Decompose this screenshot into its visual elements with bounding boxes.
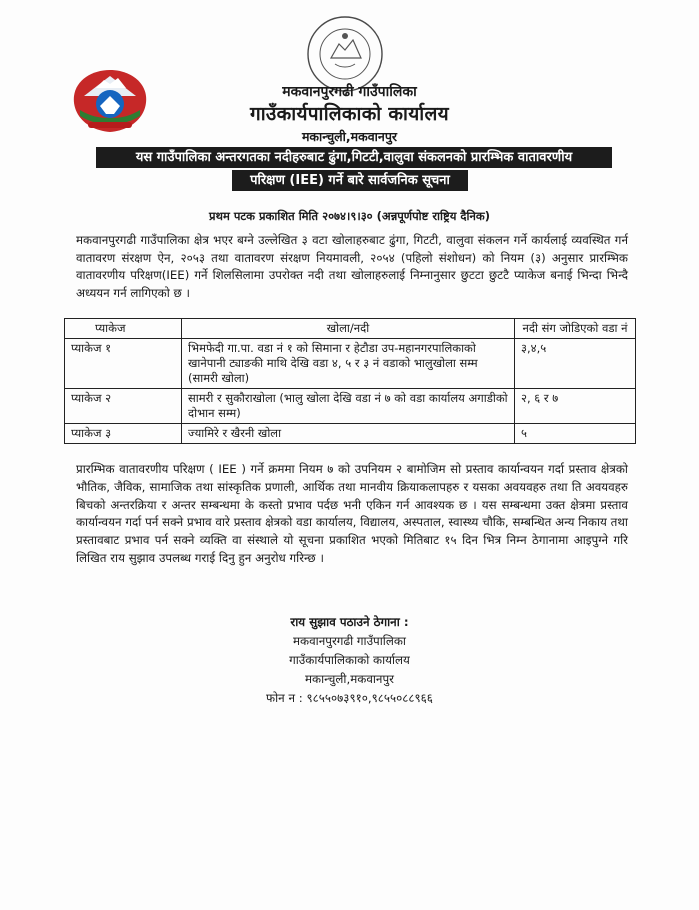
notice-title-line1: यस गाउँपालिका अन्तरगतका नदीहरुबाट ढुंगा,गिटटी,वालुवा संकलनको प्रारम्भिक वातावरणीय: [96, 147, 612, 168]
address-office: गाउँकार्यपालिकाको कार्यालय: [289, 653, 410, 667]
river-cell: ज्यामिरे र खैरनी खोला: [182, 424, 515, 444]
river-cell: भिमफेदी गा.पा. वडा नं १ को सिमाना र हेटौडा उप-महानगरपालिकाको खानेपानी ट्याङकी माथि देखि वडा ४, ५ र ३ नं वडाको भालुखोला सम्म (सामरी खोला): [182, 339, 515, 389]
package-table: [64, 318, 636, 444]
package-cell: प्याकेज १: [65, 339, 182, 389]
header-package: प्याकेज: [65, 319, 182, 339]
header-wards: नदी संग जोडिएको वडा नं: [515, 319, 636, 339]
table-row: [65, 424, 636, 444]
address-municipality: मकवानपुरगढी गाउँपालिका: [293, 634, 406, 648]
address-heading: राय सुझाव पठाउने ठेगाना :: [290, 615, 409, 629]
table-row: [65, 339, 636, 389]
wards-cell: ३,४,५: [515, 339, 636, 389]
municipality-name: मकवानपुरगढी गाउँपालिका: [282, 84, 417, 100]
river-cell: सामरी र सुकौराखोला (भालु खोला देखि वडा नं ७ को वडा कार्यालय अगाडीको दोभान सम्म): [182, 389, 515, 424]
address-location: मकान्चुली,मकवानपुर: [304, 672, 395, 686]
table-row: [65, 389, 636, 424]
notice-title-line2: परिक्षण (IEE) गर्ने बारे सार्वजनिक सूचना: [232, 170, 468, 191]
table-header-row: [65, 319, 636, 339]
address-phone: फोन न : ९८५५०७३९१०,९८५५०८८९६६: [266, 691, 433, 705]
details-paragraph: प्रारम्भिक वातावरणीय परिक्षण ( IEE ) गर्ने क्रममा नियम ७ को उपनियम २ बामोजिम सो प्रस्ताव कार्यान्वयन गर्दा प्रस्ताव क्षेत्रको भौतिक, जैविक, सामाजिक तथा सांस्कृतिक प्रणाली, आर्थिक तथा मानवीय क्रियाकलापहरु र यसका अवयवहरु तथा ति अवयवहरु बिचको अन्तरक्रिया र अन्तर सम्बन्धमा के कस्तो प्रभाव पर्दछ भनी एकिन गर्न आवश्यक छ । यस सम्बन्धमा उक्त क्षेत्रमा प्रस्ताव कार्यान्वयन गर्दा पर्न सक्ने प्रभाव वारे प्रस्ताव क्षेत्रको वडा कार्यालय, विद्यालय, अस्पताल, स्वास्थ्य चौकि, सम्बन्धित अन्य निकाय तथा प्रस्तावबाट प्रभाव पर्न सक्ने व्यक्ति वा संस्थाले यो सूचना प्रकाशित भएको मितिबाट १५ दिन भित्र निम्न ठेगानामा आइपुग्ने गरि लिखित राय सुझाव उपलब्ध गराई दिनु हुन अनुरोध गरिन्छ ।: [76, 462, 628, 565]
intro-paragraph: मकवानपुरगढी गाउँपालिका क्षेत्र भएर बग्ने उल्लेखित ३ वटा खोलाहरुबाट ढुंगा, गिटटी, वालुवा संकलन गर्ने कार्यलाई व्यवस्थित गर्न वातावरण संरक्षण ऐन, २०५३ तथा वातावरण संरक्षण नियमावली, २०५४ (पहिलो संशोधन) को नियम (३) अनुसार प्रारम्भिक वातावरणीय परिक्षण(IEE) गर्ने शिलसिलामा उपरोक्त नदी तथा खोलाहरुलाई निम्नानुसार छुटटा छुटटै प्याकेज बनाई भिन्दा भिन्दै अध्ययन गर्न लागिएको छ ।: [76, 233, 628, 300]
office-name: गाउँकार्यपालिकाको कार्यालय: [250, 103, 449, 125]
wards-cell: २, ६ र ७: [515, 389, 636, 424]
wards-cell: ५: [515, 424, 636, 444]
package-cell: प्याकेज ३: [65, 424, 182, 444]
package-cell: प्याकेज २: [65, 389, 182, 424]
publication-date: प्रथम पटक प्रकाशित मिति २०७४।९।३० (अन्नपूर्णपोष्ट राष्ट्रिय दैनिक): [209, 209, 490, 223]
office-location: मकान्चुली,मकवानपुर: [301, 129, 398, 144]
header-river: खोला/नदी: [182, 319, 515, 339]
